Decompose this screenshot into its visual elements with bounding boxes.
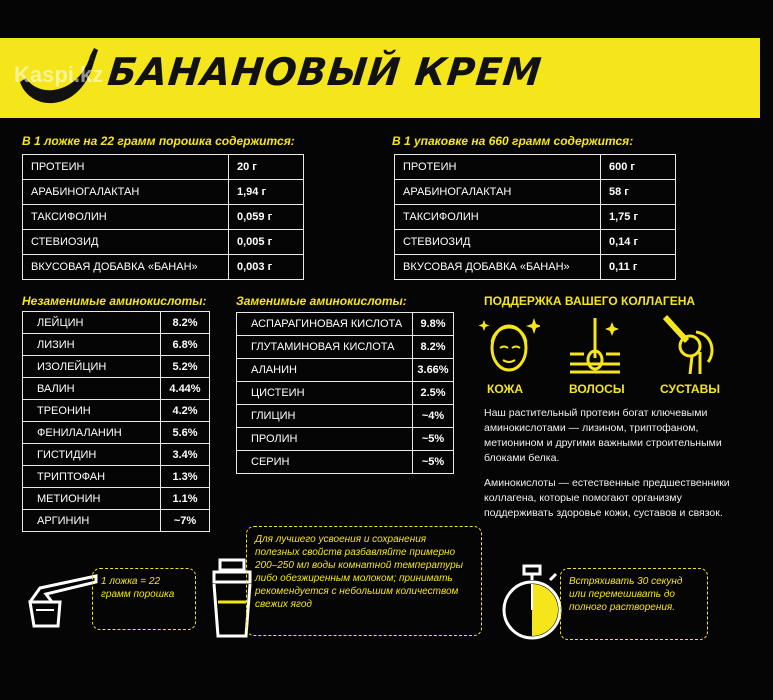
scoop-note: 1 ложка = 22 грамм порошка <box>92 568 196 630</box>
table-row <box>237 359 454 382</box>
row-value: 1.1% <box>161 488 210 510</box>
row-value: 3.4% <box>161 444 210 466</box>
row-value: ~5% <box>413 451 454 474</box>
row-name: АРГИНИН <box>23 510 161 532</box>
row-name: ГЛИЦИН <box>237 405 413 428</box>
table-row <box>395 180 676 205</box>
table-row <box>23 400 210 422</box>
table-row <box>237 451 454 474</box>
row-name: АСПАРАГИНОВАЯ КИСЛОТА <box>237 313 413 336</box>
row-value: 0,003 г <box>229 255 304 280</box>
row-name: ГЛУТАМИНОВАЯ КИСЛОТА <box>237 336 413 359</box>
row-name: АЛАНИН <box>237 359 413 382</box>
row-value: ~4% <box>413 405 454 428</box>
page-title: БАНАНОВЫЙ КРЕМ <box>105 50 545 94</box>
per-pack-table <box>394 154 676 280</box>
table-row <box>395 205 676 230</box>
row-name: ПРОТЕИН <box>395 155 601 180</box>
row-value: 4.2% <box>161 400 210 422</box>
table-row <box>237 405 454 428</box>
row-value: 1,94 г <box>229 180 304 205</box>
table-row <box>395 230 676 255</box>
table-row <box>23 205 304 230</box>
row-value: 2.5% <box>413 382 454 405</box>
shake-note: Встряхивать 30 секунд или перемешивать до полного растворения. <box>560 568 708 640</box>
row-value: 0,14 г <box>601 230 676 255</box>
table-row <box>23 488 210 510</box>
row-name: ЛЕЙЦИН <box>23 312 161 334</box>
timer-icon <box>500 564 564 642</box>
table-row <box>23 180 304 205</box>
table-row <box>23 356 210 378</box>
row-value: 9.8% <box>413 313 454 336</box>
row-value: 600 г <box>601 155 676 180</box>
table-row <box>23 378 210 400</box>
collagen-paragraph-2: Аминокислоты — естественные предшественники коллагена, которые помогают организму поддерживать здоровье кожи, суставов и связок. <box>484 477 730 519</box>
table-row <box>237 428 454 451</box>
row-name: ПРОЛИН <box>237 428 413 451</box>
row-name: ЦИСТЕИН <box>237 382 413 405</box>
essential-heading: Незаменимые аминокислоты: <box>22 294 207 308</box>
mixing-note: Для лучшего усвоения и сохранения полезных свойств разбавляйте примерно 200–250 мл воды комнатной температуры либо обезжиренным молоком; принимать рекомендуется с небольшим количеством свежих ягод <box>246 526 482 636</box>
table-row <box>237 382 454 405</box>
row-value: ~5% <box>413 428 454 451</box>
row-value: 8.2% <box>161 312 210 334</box>
nonessential-table <box>236 312 454 474</box>
joint-icon <box>656 312 720 376</box>
icon-label-joints: СУСТАВЫ <box>660 382 720 396</box>
table-row <box>23 155 304 180</box>
table-row <box>395 155 676 180</box>
nonessential-heading: Заменимые аминокислоты: <box>236 294 407 308</box>
row-name: СЕРИН <box>237 451 413 474</box>
table-row <box>23 255 304 280</box>
icon-label-skin: КОЖА <box>487 382 524 396</box>
row-value: 8.2% <box>413 336 454 359</box>
table-row <box>23 444 210 466</box>
row-value: 3.66% <box>413 359 454 382</box>
table-row <box>237 336 454 359</box>
watermark: Kaspi.kz <box>14 62 104 87</box>
collagen-heading: ПОДДЕРЖКА ВАШЕГО КОЛЛАГЕНА <box>484 294 696 308</box>
row-value: 1.3% <box>161 466 210 488</box>
row-name: ТРЕОНИН <box>23 400 161 422</box>
row-value: 0,11 г <box>601 255 676 280</box>
row-value: 1,75 г <box>601 205 676 230</box>
table-row <box>23 510 210 532</box>
row-name: ИЗОЛЕЙЦИН <box>23 356 161 378</box>
table-row <box>23 422 210 444</box>
scoop-icon <box>26 572 100 630</box>
row-value: 6.8% <box>161 334 210 356</box>
row-value: 58 г <box>601 180 676 205</box>
row-value: ~7% <box>161 510 210 532</box>
row-value: 5.2% <box>161 356 210 378</box>
row-name: ФЕНИЛАЛАНИН <box>23 422 161 444</box>
table-row <box>395 255 676 280</box>
per-spoon-table <box>22 154 304 280</box>
row-name: ВКУСОВАЯ ДОБАВКА «БАНАН» <box>395 255 601 280</box>
hair-icon <box>566 314 624 376</box>
row-name: АРАБИНОГАЛАКТАН <box>395 180 601 205</box>
face-icon <box>478 312 540 376</box>
row-value: 5.6% <box>161 422 210 444</box>
row-name: СТЕВИОЗИД <box>23 230 229 255</box>
table-row <box>23 334 210 356</box>
row-name: ТАКСИФОЛИН <box>23 205 229 230</box>
row-name: МЕТИОНИН <box>23 488 161 510</box>
table-row <box>23 466 210 488</box>
row-name: ГИСТИДИН <box>23 444 161 466</box>
row-name: ЛИЗИН <box>23 334 161 356</box>
row-name: ТАКСИФОЛИН <box>395 205 601 230</box>
collagen-paragraph-1: Наш растительный протеин богат ключевыми аминокислотами — лизином, триптофаном, метионином и другими важными строительными блоками белка. <box>484 407 722 464</box>
row-name: СТЕВИОЗИД <box>395 230 601 255</box>
table-row <box>23 312 210 334</box>
row-value: 4.44% <box>161 378 210 400</box>
per-spoon-heading: В 1 ложке на 22 грамм порошка содержится: <box>22 134 295 148</box>
essential-table <box>22 311 210 532</box>
per-pack-heading: В 1 упаковке на 660 грамм содержится: <box>392 134 634 148</box>
row-value: 0,059 г <box>229 205 304 230</box>
row-name: ВАЛИН <box>23 378 161 400</box>
row-name: ТРИПТОФАН <box>23 466 161 488</box>
row-value: 20 г <box>229 155 304 180</box>
row-name: ПРОТЕИН <box>23 155 229 180</box>
row-name: ВКУСОВАЯ ДОБАВКА «БАНАН» <box>23 255 229 280</box>
row-name: АРАБИНОГАЛАКТАН <box>23 180 229 205</box>
row-value: 0,005 г <box>229 230 304 255</box>
table-row <box>237 313 454 336</box>
icon-label-hair: ВОЛОСЫ <box>569 382 625 396</box>
table-row <box>23 230 304 255</box>
